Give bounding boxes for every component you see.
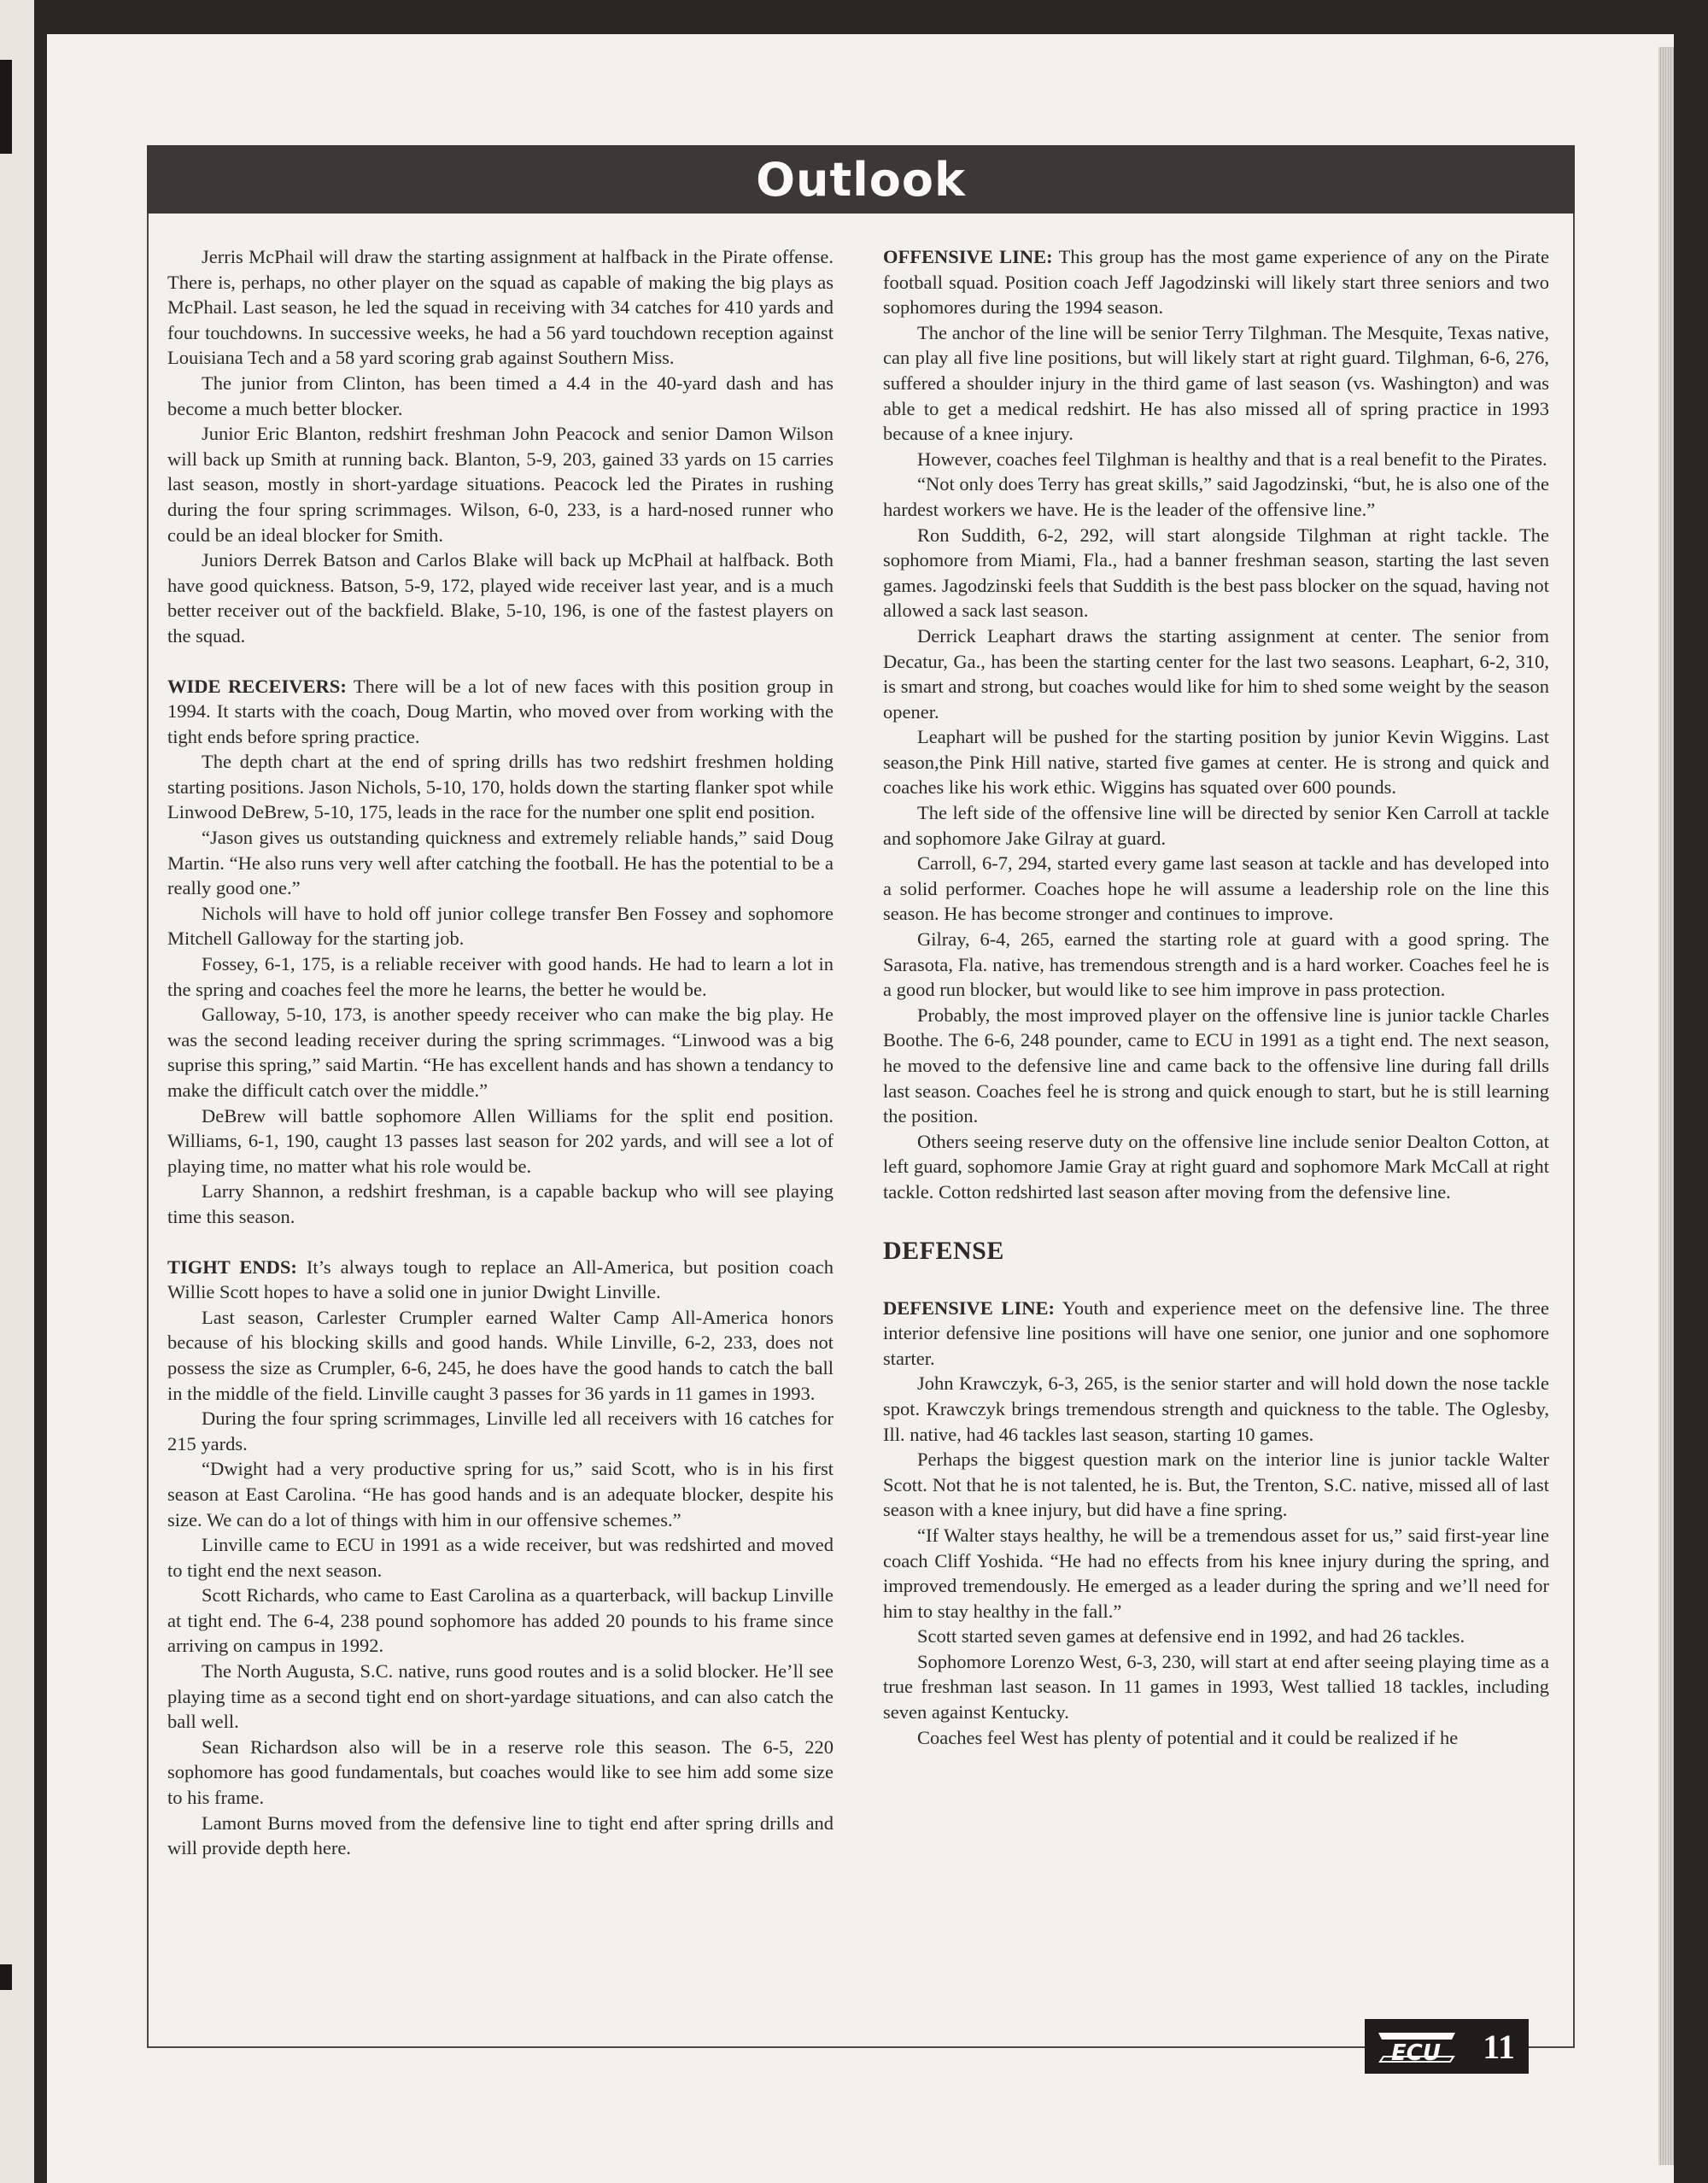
paragraph: Last season, Carlester Crumpler earned Walter Camp All-America honors because of his blocking skills and good hands. While Linville, 6-2, 233, does not possess the size as Crumpler, 6-6, 245, he does have the good hands to catch the ball in the middle of the field. Linville caught 3 passes for 36 yards in 11 games in 1993. — [167, 1306, 834, 1404]
paragraph: However, coaches feel Tilghman is healthy and that is a real benefit to the Pirates. — [917, 448, 1547, 470]
paragraph: Others seeing reserve duty on the offensive line include senior Dealton Cotton, at left guard, sophomore Jamie Gray at right guard and sophomore Mark McCall at right tackle. Cotton redshirted last season after moving from the defensive line. — [883, 1130, 1549, 1203]
paragraph-text: This group has the most game experience of any on the Pirate football squad. Position coach Jeff Jagodzinski will likely start three seniors and two sophomores during the 1994 season. — [883, 246, 1549, 319]
paragraph: Juniors Derrek Batson and Carlos Blake will back up McPhail at halfback. Both have good quickness. Batson, 5-9, 172, played wide receiver last year, and is a much better receiver out of the backfield. Blake, 5-10, 196, is one of the fastest players on the squad. — [167, 549, 834, 647]
paragraph: DeBrew will battle sophomore Allen Williams for the split end position. Williams, 6-1, 190, caught 13 passes last season for 202 yards, and will see a lot of playing time, no matter what his role would be. — [167, 1104, 834, 1177]
paragraph: Probably, the most improved player on the offensive line is junior tackle Charles Boothe. The 6-6, 248 pounder, came to ECU in 1991 as a tight end. The next season, he moved to the defensive line and came back to the offensive line during fall drills last season. Coaches feel he is strong and quick enough to start, but he is still learning the position. — [883, 1004, 1549, 1127]
paragraph: Leaphart will be pushed for the starting position by junior Kevin Wiggins. Last season,the Pink Hill native, started five games at center. He is strong and quick and coaches like his work ethic. Wiggins has squated over 600 pounds. — [883, 726, 1549, 799]
subsection-heading: OFFENSIVE LINE: — [883, 246, 1053, 267]
paragraph: Perhaps the biggest question mark on the interior line is junior tackle Walter Scott. Not that he is not talented, he is. But, the Trenton, S.C. native, missed all of last season with a knee injury, but did have a fine spring. — [883, 1449, 1549, 1521]
subsection-heading: WIDE RECEIVERS: — [167, 675, 347, 697]
paragraph: “Dwight had a very productive spring for us,” said Scott, who is in his first season at East Carolina. “He has good hands and is an adequate blocker, despite his size. We can do a lot of things with him in our offensive schemes.” — [167, 1458, 834, 1530]
paragraph: The anchor of the line will be senior Terry Tilghman. The Mesquite, Texas native, can play all five line positions, but will likely start at right guard. Tilghman, 6-6, 276, suffered a shoulder injury in the third game of last season (vs. Washington) and was able to get a medical redshirt. He has also missed all of spring practice in 1993 because of a knee injury. — [883, 321, 1549, 445]
ecu-logo-icon — [1373, 2028, 1459, 2065]
paragraph: During the four spring scrimmages, Linville led all receivers with 16 catches for 215 yards. — [167, 1408, 834, 1454]
paragraph: Larry Shannon, a redshirt freshman, is a capable backup who will see playing time this season. — [167, 1180, 834, 1227]
subsection-paragraph — [167, 674, 834, 750]
paragraph: Ron Suddith, 6-2, 292, will start alongside Tilghman at right tackle. The sophomore from Miami, Fla., had a banner freshman season, starting the last seven games. Jagodzinski feels that Suddith is the best pass blocker on the squad, having not allowed a sack last season. — [883, 524, 1549, 622]
left-column — [167, 244, 834, 1861]
paragraph-text: It’s always tough to replace an All-America, but position coach Willie Scott hopes to have a solid one in junior Dwight Linville. — [167, 1255, 834, 1303]
paragraph: John Krawczyk, 6-3, 265, is the senior starter and will hold down the nose tackle spot. Krawczyk brings tremendous strength and quickness to the table. The Oglesby, Ill. native, had 46 tackles last season, starting 10 games. — [883, 1372, 1549, 1445]
paragraph: Galloway, 5-10, 173, is another speedy receiver who can make the big play. He was the second leading receiver during the spring scrimmages. “Linwood was a big suprise this spring,” said Martin. “He has excellent hands and has shown a tendancy to make the difficult catch over the middle.” — [167, 1004, 834, 1101]
right-column — [883, 244, 1549, 1750]
paragraph: Sophomore Lorenzo West, 6-3, 230, will start at end after seeing playing time as a true freshman last season. In 11 games in 1993, West tallied 18 tackles, including seven against Kentucky. — [883, 1650, 1549, 1724]
paragraph: Coaches feel West has plenty of potential and it could be realized if he — [917, 1726, 1459, 1748]
paragraph: The North Augusta, S.C. native, runs good routes and is a solid blocker. He’ll see playing time as a second tight end on short-yardage situations, and can also catch the ball well. — [167, 1660, 834, 1733]
previous-page-edge — [0, 0, 34, 2183]
paragraph: Jerris McPhail will draw the starting assignment at halfback in the Pirate offense. There is, perhaps, no other player on the squad as capable of making the big plays as McPhail. Last season, he led the squad in receiving with 34 catches for 410 yards and four touchdowns. In successive weeks, he had a 56 yard touchdown reception against Louisiana Tech and a 58 yard scoring grab against Southern Miss. — [167, 246, 834, 369]
paragraph: Derrick Leaphart draws the starting assignment at center. The senior from Decatur, Ga., has been the starting center for the last two seasons. Leaphart, 6-2, 310, is smart and strong, but coaches would like for him to shed some weight by the season opener. — [883, 624, 1549, 723]
paragraph-text: There will be a lot of new faces with this position group in 1994. It starts with the coach, Doug Martin, who moved over from working with the tight ends before spring practice. — [167, 675, 834, 747]
page-stack-edge — [1658, 47, 1674, 2165]
paragraph: Linville came to ECU in 1991 as a wide receiver, but was redshirted and moved to tight end the next season. — [167, 1534, 834, 1581]
subsection-paragraph — [883, 244, 1549, 320]
page-number: 11 — [1483, 2027, 1515, 2066]
header-bar — [147, 145, 1575, 214]
page-number-badge — [1365, 2019, 1529, 2074]
paragraph: The junior from Clinton, has been timed a 4.4 in the 40-yard dash and has become a much better blocker. — [167, 372, 834, 419]
paragraph: Carroll, 6-7, 294, started every game last season at tackle and has developed into a solid performer. Coaches hope he will assume a leadership role on the line this season. He has become stronger and continues to improve. — [883, 852, 1549, 925]
paragraph: “Not only does Terry has great skills,” said Jagodzinski, “but, he is also one of the hardest workers we have. He is the leader of the offensive line.” — [883, 473, 1549, 520]
paragraph: Nichols will have to hold off junior college transfer Ben Fossey and sophomore Mitchell Galloway for the starting job. — [167, 902, 834, 950]
subsection-heading: TIGHT ENDS: — [167, 1255, 297, 1278]
logo-text: ECU — [1391, 2040, 1441, 2065]
paragraph: Scott started seven games at defensive end in 1992, and had 26 tackles. — [917, 1625, 1465, 1647]
paragraph: Lamont Burns moved from the defensive line to tight end after spring drills and will provide depth here. — [167, 1811, 834, 1859]
page-title: Outlook — [756, 152, 966, 207]
paragraph: “Jason gives us outstanding quickness and extremely reliable hands,” said Doug Martin. “He also runs very well after catching the football. He has the potential to be a really good one.” — [167, 827, 834, 899]
subsection-paragraph — [883, 1296, 1549, 1372]
paragraph: Fossey, 6-1, 175, is a reliable receiver with good hands. He had to learn a lot in the spring and coaches feel the more he learns, the better he would be. — [167, 953, 834, 1000]
paragraph: The depth chart at the end of spring drills has two redshirt freshmen holding starting positions. Jason Nichols, 5-10, 170, holds down the starting flanker spot while Linwood DeBrew, 5-10, 175, leads in the race for the number one split end position. — [167, 751, 834, 823]
subsection-heading: DEFENSIVE LINE: — [883, 1296, 1056, 1319]
subsection-paragraph — [167, 1255, 834, 1305]
paragraph: “If Walter stays healthy, he will be a tremendous asset for us,” said first-year line coach Cliff Yoshida. “He had no effects from his knee injury during the spring, and improved tremendously. He emerged as a leader during the spring and we’ll need for him to stay healthy in the fall.” — [883, 1524, 1549, 1622]
section-heading: DEFENSE — [883, 1236, 1004, 1265]
paragraph-text: Youth and experience meet on the defensive line. The three interior defensive line positions will have one senior, one junior and one sophomore starter. — [883, 1296, 1550, 1369]
paragraph: Scott Richards, who came to East Carolina as a quarterback, will backup Linville at tight end. The 6-4, 238 pound sophomore has added 20 pounds to his frame since arriving on campus in 1992. — [167, 1584, 834, 1657]
paragraph: Junior Eric Blanton, redshirt freshman John Peacock and senior Damon Wilson will back up Smith at running back. Blanton, 5-9, 203, gained 33 yards on 15 carries last season, mostly in short-yardage situations. Peacock led the Pirates in rushing during the four spring scrimmages. Wilson, 6-0, 233, is a hard-nosed runner who could be an ideal blocker for Smith. — [167, 423, 834, 546]
paragraph: The left side of the offensive line will be directed by senior Ken Carroll at tackle and sophomore Jake Gilray at guard. — [883, 802, 1549, 849]
paragraph: Gilray, 6-4, 265, earned the starting role at guard with a good spring. The Sarasota, Fla. native, has tremendous strength and is a hard worker. Coaches feel he is a good run blocker, but would like to see him improve in pass protection. — [883, 928, 1549, 1001]
paragraph: Sean Richardson also will be in a reserve role this season. The 6-5, 220 sophomore has good fundamentals, but coaches would like to see him add some size to his frame. — [167, 1735, 834, 1809]
